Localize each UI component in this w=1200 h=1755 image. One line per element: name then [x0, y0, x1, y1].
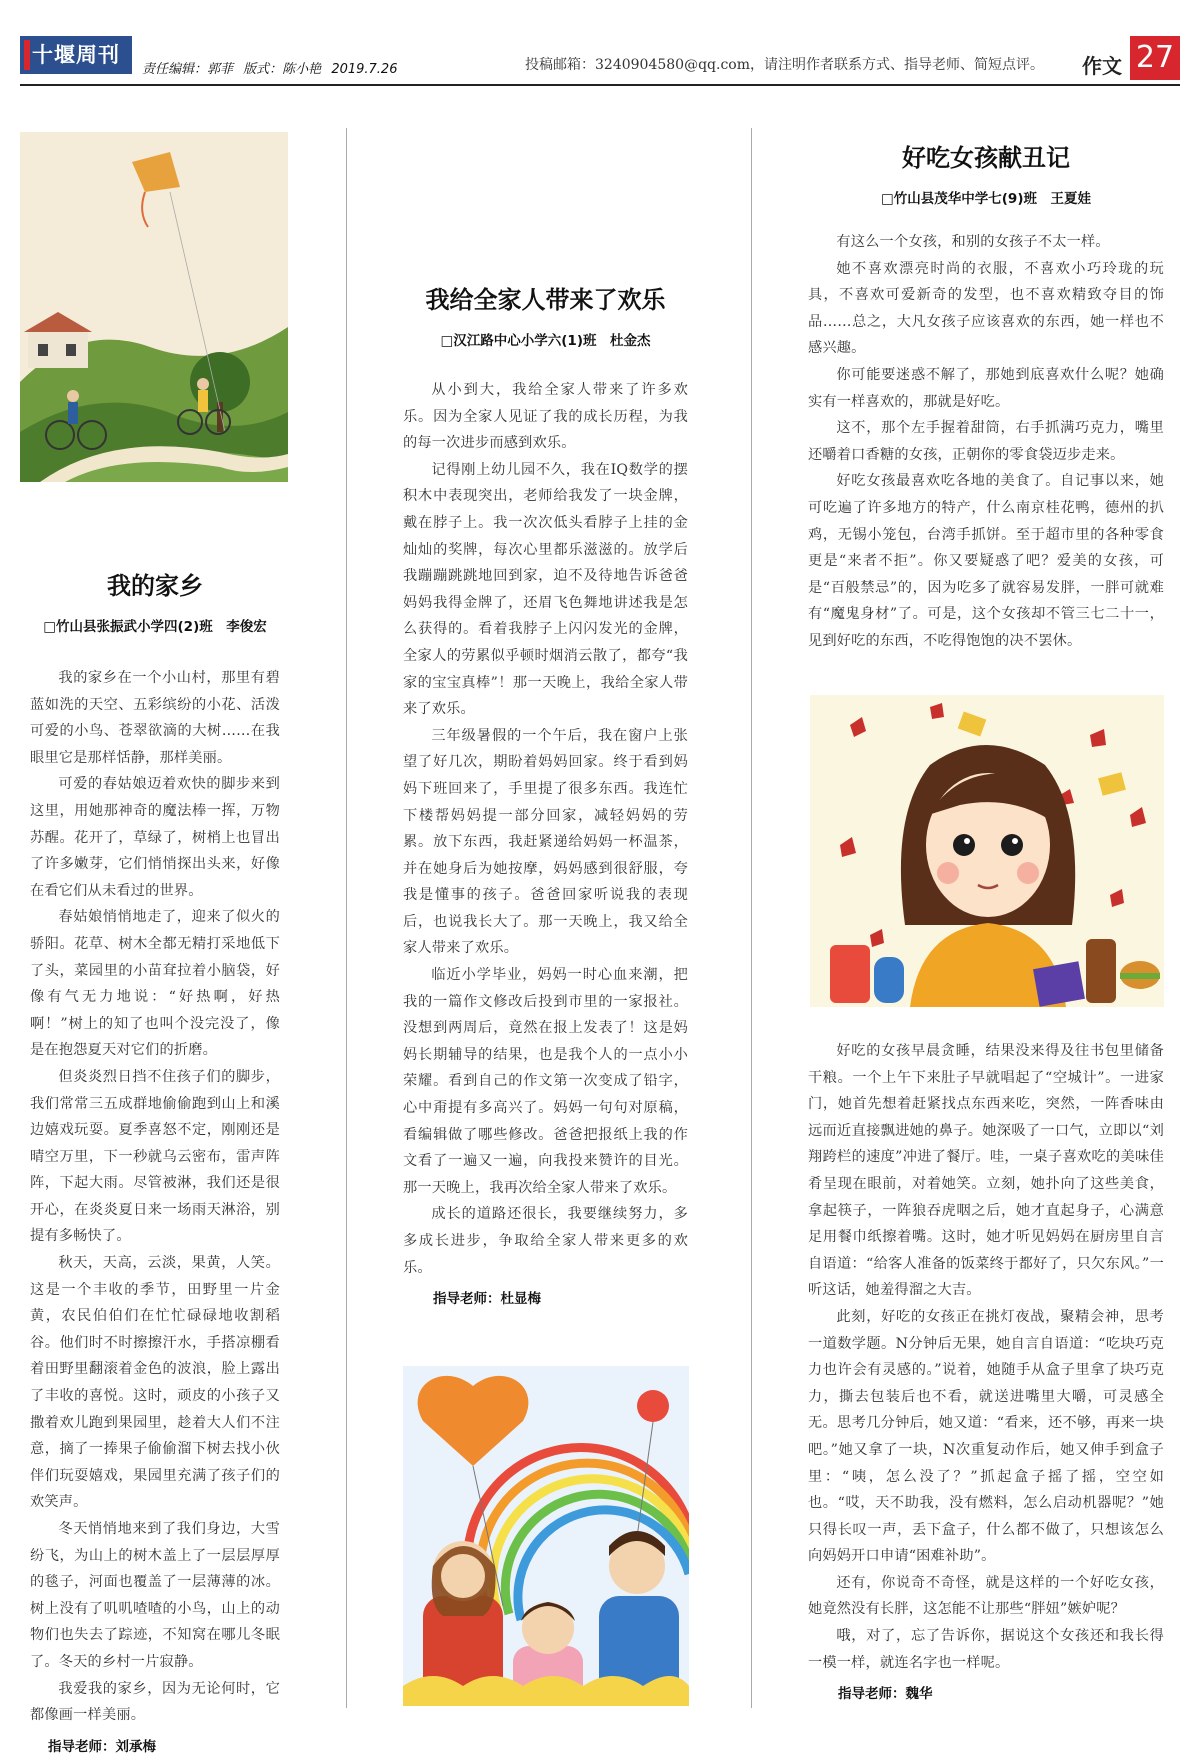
paragraph: 但炎炎烈日挡不住孩子们的脚步，我们常常三五成群地偷偷跑到山上和溪边嬉戏玩耍。夏季喜怒不定，刚刚还是晴空万里，下一秒就乌云密布，雷声阵阵，下起大雨。尽管被淋，我们还是很开心，在炎炎夏日来一场雨天淋浴，别提有多畅快了。: [30, 1068, 280, 1245]
column-divider: [346, 128, 347, 1708]
header-rule: [20, 84, 1180, 86]
paragraph: 此刻，好吃的女孩正在挑灯夜战，聚精会神，思考一道数学题。N分钟后无果，她自言自语道：“吃块巧克力也许会有灵感的。”说着，她随手从盒子里拿了块巧克力，撕去包装后也不看，就送进嘴里大嚼，可灵感全无。思考几分钟后，她又道：“看来，还不够，再来一块吧。”她又拿了一块，N次重复动作后，她又伸手到盒子里：“咦，怎么没了？”抓起盒子摇了摇，空空如也。“哎，天不助我，没有燃料，怎么启动机器呢？”她只得长叹一声，丢下盒子，什么都不做了，只想该怎么向妈妈开口申请“困难补助”。: [808, 1308, 1164, 1565]
section-name: 作文: [1082, 54, 1122, 78]
paragraph: 从小到大，我给全家人带来了许多欢乐。因为全家人见证了我的成长历程，为我的每一次进步而感到欢乐。: [403, 382, 688, 452]
submission-note: 投稿邮箱：3240904580@qq.com，请注明作者联系方式、指导老师、简短点评。: [525, 57, 1044, 73]
article-title: 我给全家人带来了欢乐: [425, 286, 666, 314]
article-joy: [403, 280, 688, 1307]
countryside-kite-illustration: [20, 132, 288, 482]
page-header: [20, 36, 1180, 80]
article-byline: □竹山县张振武小学四(2)班 李俊宏: [43, 619, 267, 635]
paragraph: 好吃的女孩早晨贪睡，结果没来得及往书包里储备干粮。一个上午下来肚子早就唱起了“空城计”。一进家门，她首先想着赶紧找点东西来吃，突然，一阵香味由远而近直接飘进她的鼻子。她深吸了一口气，立即以“刘翔跨栏的速度”冲进了餐厅。哇，一桌子喜欢吃的美味佳肴呈现在眼前，对着她笑。立刻，她扑向了这些美食，拿起筷子，一阵狼吞虎咽之后，她才直起身子，心满意足用餐巾纸擦着嘴。这时，她才听见妈妈在厨房里自言自语道：“给客人准备的饭菜终于都好了，只欠东风。”一听这话，她羞得溜之大吉。: [808, 1043, 1164, 1299]
paragraph: 春姑娘悄悄地走了，迎来了似火的骄阳。花草、树木全都无精打采地低下了头，菜园里的小苗耷拉着小脑袋，好像有气无力地说：“好热啊，好热啊！”树上的知了也叫个没完没了，像是在抱怨夏天对它们的折磨。: [30, 909, 280, 1059]
article-foodie: [808, 138, 1164, 655]
paragraph: 这不，那个左手握着甜筒，右手抓满巧克力，嘴里还嚼着口香糖的女孩，正朝你的零食袋迈步走来。: [808, 420, 1164, 463]
paragraph: 哦，对了，忘了告诉你，据说这个女孩还和我长得一模一样，就连名字也一样呢。: [808, 1628, 1164, 1671]
article-body: [30, 665, 280, 1729]
column-divider: [751, 128, 752, 1708]
article-foodie-continued: [808, 1038, 1164, 1702]
paragraph: 我爱我的家乡，因为无论何时，它都像画一样美丽。: [30, 1680, 280, 1724]
editor: 责任编辑：郭菲: [142, 62, 234, 77]
paragraph: 好吃女孩最喜欢吃各地的美食了。自记事以来，她可吃遍了许多地方的特产，什么南京桂花鸭，德州的扒鸡，无锡小笼包，台湾手抓饼。至于超市里的各种零食更是“来者不拒”。你又要疑惑了吧？爱美的女孩，可是“百般禁忌”的，因为吃多了就容易发胖，一胖可就难有“魔鬼身材”了。可是，这个女孩却不管三七二十一，见到好吃的东西，不吃得饱饱的决不罢休。: [808, 473, 1164, 649]
paragraph: 记得刚上幼儿园不久，我在IQ数学的摆积木中表现突出，老师给我发了一块金牌，戴在脖子上。我一次次低头看脖子上挂的金灿灿的奖牌，每次心里都乐滋滋的。放学后我蹦蹦跳跳地回到家，迫不及待地告诉爸爸妈妈我得金牌了，还眉飞色舞地讲述我是怎么获得的。看着我脖子上闪闪发光的金牌，全家人的劳累似乎顿时烟消云散了，都夸“我家的宝宝真棒”！那一天晚上，我给全家人带来了欢乐。: [403, 461, 688, 718]
issue-date: 2019.7.26: [331, 62, 398, 77]
paragraph: 还有，你说奇不奇怪，就是这样的一个好吃女孩，她竟然没有长胖，这怎能不让那些“胖妞”嫉妒呢？: [808, 1574, 1164, 1618]
page-number: 27: [1130, 36, 1180, 80]
article-hometown: [30, 566, 280, 1755]
article-title: 好吃女孩献丑记: [902, 144, 1070, 172]
teacher-credit: 指导老师：刘承梅: [48, 1738, 156, 1755]
paragraph: 秋天，天高，云淡，果黄，人笑。这是一个丰收的季节，田野里一片金黄，农民伯伯们在忙忙碌碌地收割稻谷。他们时不时擦擦汗水，手搭凉棚看着田野里翻滚着金色的波浪，脸上露出了丰收的喜悦。这时，顽皮的小孩子又撒着欢儿跑到果园里，趁着大人们不注意，摘了一捧果子偷偷溜下树去找小伙伴们玩耍嬉戏，果园里充满了孩子们的欢笑声。: [30, 1255, 280, 1511]
teacher-credit: 指导老师：魏华: [838, 1686, 933, 1703]
editor-info: [142, 58, 403, 77]
paragraph: 有这么一个女孩，和别的女孩子不太一样。: [836, 234, 1110, 250]
article-title: 我的家乡: [107, 572, 203, 600]
article-body-top: [808, 229, 1164, 655]
article-byline: □汉江路中心小学六(1)班 杜金杰: [440, 333, 651, 349]
paragraph: 成长的道路还很长，我要继续努力，多多成长进步，争取给全家人带来更多的欢乐。: [403, 1206, 688, 1276]
paragraph: 三年级暑假的一个午后，我在窗户上张望了好几次，期盼着妈妈回家。终于看到妈妈下班回来了，手里提了很多东西。我连忙下楼帮妈妈提一部分回家，减轻妈妈的劳累。放下东西，我赶紧递给妈妈一杯温茶，并在她身后为她按摩，妈妈感到很舒服，夸我是懂事的孩子。爸爸回家听说我的表现后，也说我长大了。那一天晚上，我又给全家人带来了欢乐。: [403, 727, 688, 957]
teacher-credit: 指导老师：杜显梅: [433, 1291, 541, 1308]
paragraph: 临近小学毕业，妈妈一时心血来潮，把我的一篇作文修改后投到市里的一家报社。没想到两周后，竟然在报上发表了！这是妈妈长期辅导的结果，也是我个人的一点小小荣耀。看到自己的作文第一次变成了铅字，心中甭提有多高兴了。妈妈一句句对原稿，看编辑做了哪些修改。爸爸把报纸上我的作文看了一遍又一遍，向我投来赞许的目光。那一天晚上，我再次给全家人带来了欢乐。: [403, 967, 688, 1196]
article-body: [403, 377, 688, 1281]
masthead: 十堰周刊: [20, 36, 132, 74]
family-rainbow-illustration: [403, 1366, 689, 1706]
paragraph: 你可能要迷惑不解了，那她到底喜欢什么呢？她确实有一样喜欢的，那就是好吃。: [808, 366, 1164, 410]
paragraph: 可爱的春姑娘迈着欢快的脚步来到这里，用她那神奇的魔法棒一挥，万物苏醒。花开了，草绿了，树梢上也冒出了许多嫩芽，它们悄悄探出头来，好像在看它们从未看过的世界。: [30, 776, 280, 899]
article-body-bottom: [808, 1038, 1164, 1676]
paragraph: 她不喜欢漂亮时尚的衣服，不喜欢小巧玲珑的玩具，不喜欢可爱新奇的发型，也不喜欢精致夺目的饰品……总之，大凡女孩子应该喜欢的东西，她一样也不感兴趣。: [808, 260, 1164, 357]
paragraph: 我的家乡在一个小山村，那里有碧蓝如洗的天空、五彩缤纷的小花、活泼可爱的小鸟、苍翠欲滴的大树……在我眼里它是那样恬静，那样美丽。: [30, 670, 280, 766]
paragraph: 冬天悄悄地来到了我们身边，大雪纷飞，为山上的树木盖上了一层层厚厚的毯子，河面也覆盖了一层薄薄的冰。树上没有了叽叽喳喳的小鸟，山上的动物们也失去了踪迹，不知窝在哪儿冬眠了。冬天的乡村一片寂静。: [30, 1521, 280, 1670]
article-byline: □竹山县茂华中学七(9)班 王夏娃: [881, 191, 1091, 207]
layout-designer: 版式：陈小艳: [243, 62, 322, 77]
girl-with-snacks-illustration: [810, 695, 1164, 1007]
